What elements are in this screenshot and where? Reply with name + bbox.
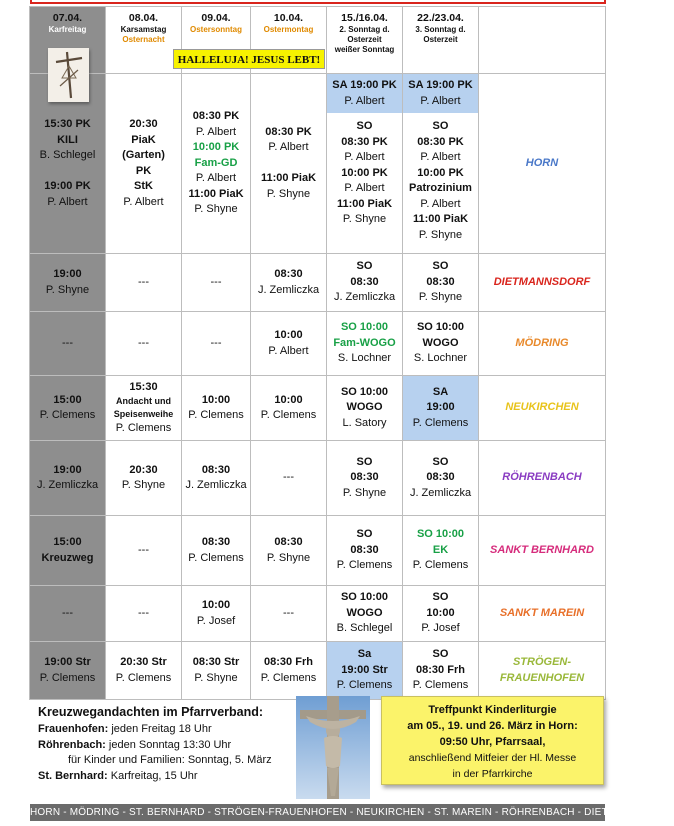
saturday-mass-block xyxy=(327,74,402,113)
cell-line: SO xyxy=(356,260,373,273)
kreuzweg-time: für Kinder und Familien: Sonntag, 5. März xyxy=(68,754,272,766)
schedule-cell xyxy=(30,441,106,516)
cell-line: 11:00 PiaK xyxy=(336,197,393,210)
schedule-cell xyxy=(251,312,327,376)
cell-line: --- xyxy=(138,543,149,556)
cell-line: P. Shyne xyxy=(266,187,311,200)
cell-line: Sa xyxy=(357,648,372,661)
cell-line: P. Clemens xyxy=(260,409,317,421)
header-place-column xyxy=(479,7,606,74)
kreuzweg-place: Röhrenbach: xyxy=(38,738,106,751)
schedule-cell xyxy=(327,586,403,642)
cell-line: Fam-WOGO xyxy=(333,336,396,349)
cell-line: PK xyxy=(135,164,152,177)
schedule-cell xyxy=(403,586,479,642)
cell-line: P. Clemens xyxy=(39,671,96,684)
cell-line: 08:30 PK xyxy=(192,110,240,123)
kreuzweg-place: St. Bernhard: xyxy=(38,769,108,782)
cell-line: 10:00 PK xyxy=(417,166,464,179)
cell-line: 20:30 Str xyxy=(120,656,167,668)
schedule-cell xyxy=(403,254,479,312)
cell-line: SO 10:00 xyxy=(416,528,465,541)
cell-line: 08:30 xyxy=(201,536,231,548)
cell-line: 08:30 xyxy=(350,471,379,484)
schedule-cell xyxy=(106,441,182,516)
cell-line: 08:30 PK xyxy=(341,135,388,148)
cell-line: P. Albert xyxy=(47,195,88,208)
schedule-cell xyxy=(251,441,327,516)
cell-line: S. Lochner xyxy=(337,352,392,365)
cell-line: P. Albert xyxy=(344,182,385,194)
cell-line: 08:30 xyxy=(350,543,379,556)
cell-line: SO 10:00 xyxy=(340,321,389,334)
cell-line: 19:00 PK xyxy=(44,180,91,192)
cell-line: 20:30 xyxy=(129,118,158,130)
schedule-cell xyxy=(251,376,327,441)
table-row xyxy=(30,642,606,700)
schedule-cell xyxy=(327,254,403,312)
cell-line: WOGO xyxy=(346,606,383,619)
schedule-cell xyxy=(403,74,479,254)
table-row xyxy=(30,74,606,254)
cell-line: 10:00 xyxy=(201,393,231,406)
cell-line: P. Clemens xyxy=(412,559,469,572)
place-label: MÖDRING xyxy=(479,312,606,376)
header-day-name: Karfreitag xyxy=(48,25,87,34)
schedule-cell xyxy=(327,441,403,516)
cell-line: WOGO xyxy=(346,401,383,414)
cell-line: 08:30 PK xyxy=(417,135,464,148)
schedule-cell xyxy=(182,642,251,700)
schedule-cell xyxy=(327,642,403,700)
table-row xyxy=(30,586,606,642)
cell-line: Fam-GD xyxy=(194,156,238,169)
cell-line: SO 10:00 xyxy=(340,385,389,398)
cell-line: SO xyxy=(432,120,449,132)
place-label: HORN xyxy=(479,74,606,254)
schedule-cell xyxy=(182,74,251,254)
cell-line: 15:00 xyxy=(53,393,82,406)
header-day-name: Karsamstag xyxy=(120,25,167,34)
schedule-cell xyxy=(182,441,251,516)
place-label: DIETMANNSDORF xyxy=(479,254,606,312)
schedule-cell xyxy=(106,516,182,586)
cell-line: WOGO xyxy=(422,336,459,349)
header-day-name: Ostersonntag xyxy=(189,25,242,34)
saturday-mass-block xyxy=(403,74,478,113)
cell-line: P. Albert xyxy=(123,195,164,208)
schedule-cell xyxy=(106,312,182,376)
schedule-cell xyxy=(251,586,327,642)
header-day-name: Ostermontag xyxy=(263,25,314,34)
cell-line: P. Albert xyxy=(344,94,385,107)
schedule-cell xyxy=(251,254,327,312)
cell-line: SO xyxy=(356,455,373,468)
cell-line: StK xyxy=(134,180,153,192)
cell-line: --- xyxy=(138,275,149,288)
cell-line: P. Shyne xyxy=(194,203,238,216)
cell-line: 10:00 PK xyxy=(192,141,240,154)
cell-line: KILI xyxy=(57,133,78,146)
table-row xyxy=(30,312,606,376)
kreuzweg-info xyxy=(38,704,288,784)
schedule-cell xyxy=(182,376,251,441)
crucifix-icon xyxy=(48,48,89,102)
cell-line: P. Shyne xyxy=(45,283,90,296)
cell-line: SO 10:00 xyxy=(340,591,389,604)
schedule-cell xyxy=(327,312,403,376)
cell-line: 08:30 PK xyxy=(265,125,312,138)
cell-line: P. Shyne xyxy=(418,228,463,241)
schedule-cell xyxy=(327,516,403,586)
cell-line: 19:00 xyxy=(426,401,455,414)
cell-line: J. Zemliczka xyxy=(409,486,472,499)
kreuzweg-title: Kreuzwegandachten im Pfarrverband: xyxy=(38,705,264,719)
cell-line: P. Clemens xyxy=(336,679,393,692)
cell-line: P. Albert xyxy=(195,125,237,138)
cell-line: 15:00 xyxy=(53,536,82,548)
header-day-1 xyxy=(106,7,182,74)
cell-line: P. Clemens xyxy=(412,416,469,429)
kreuzweg-item xyxy=(38,722,288,738)
schedule-cell xyxy=(106,376,182,441)
cell-line: P. Albert xyxy=(344,151,385,163)
schedule-cell xyxy=(251,642,327,700)
cell-line: B. Schlegel xyxy=(39,149,96,161)
cell-line: 10:00 PK xyxy=(341,166,388,179)
cell-line: 08:30 xyxy=(426,275,455,288)
cell-line: 08:30 Str xyxy=(192,656,240,668)
cell-line: P. Albert xyxy=(268,344,309,357)
note-line5: in der Pfarrkirche xyxy=(452,768,533,780)
header-date: 10.04. xyxy=(273,12,304,24)
cell-line: EK xyxy=(432,543,449,556)
cell-line xyxy=(252,156,325,172)
cell-line: 19:00 xyxy=(53,463,82,476)
schedule-cell xyxy=(327,74,403,254)
kinderliturgie-note xyxy=(381,696,604,785)
cell-line: 08:30 xyxy=(201,463,231,476)
cell-line: P. Clemens xyxy=(115,422,172,434)
schedule-cell xyxy=(106,254,182,312)
kreuzweg-item xyxy=(38,738,288,754)
table-row xyxy=(30,441,606,516)
schedule-cell xyxy=(30,642,106,700)
header-day-name: 2. Sonntag d. Osterzeit xyxy=(339,25,390,44)
cell-line: --- xyxy=(210,275,222,288)
cell-line: --- xyxy=(138,606,149,619)
cell-line: J. Zemliczka xyxy=(333,291,396,304)
cell-line: 08:30 Frh xyxy=(416,663,465,676)
kreuzweg-time: jeden Sonntag 13:30 Uhr xyxy=(105,738,232,751)
cell-line: 15:30 xyxy=(129,380,158,393)
cell-line: --- xyxy=(138,336,149,349)
schedule-table xyxy=(29,6,606,700)
cell-line: 08:30 xyxy=(274,536,303,548)
cell-line: Andacht und Speisenweihe xyxy=(113,396,174,419)
header-day-sub: Osternacht xyxy=(122,35,165,44)
cell-line: --- xyxy=(62,606,73,619)
note-line4: anschließend Mitfeier der Hl. Messe xyxy=(408,752,577,764)
cell-line: 08:30 xyxy=(426,471,455,484)
cell-line: 11:00 PiaK xyxy=(412,213,469,225)
cell-line: P. Clemens xyxy=(115,671,172,684)
note-title: Treffpunkt Kinderliturgie xyxy=(428,704,557,716)
cell-line: SO xyxy=(432,455,449,468)
crucifix-statue-image xyxy=(296,696,370,799)
schedule-cell xyxy=(106,642,182,700)
cell-line: J. Zemliczka xyxy=(257,283,320,296)
schedule-cell xyxy=(106,74,182,254)
cell-line: P. Shyne xyxy=(194,671,238,684)
cell-line: --- xyxy=(283,606,294,619)
header-day-name: 3. Sonntag d. Osterzeit xyxy=(415,25,466,44)
header-date: 15./16.04. xyxy=(341,12,388,24)
kreuzweg-item xyxy=(38,753,288,769)
table-row xyxy=(30,376,606,441)
cell-line: 19:00 Str xyxy=(44,656,91,668)
cell-line: --- xyxy=(283,471,294,484)
cell-line: P. Shyne xyxy=(418,291,463,304)
schedule-cell xyxy=(403,516,479,586)
schedule-cell xyxy=(403,441,479,516)
cell-line: P. Clemens xyxy=(39,409,96,421)
cell-line: 19:00 xyxy=(53,268,82,280)
cell-line: P. Albert xyxy=(420,151,461,163)
cell-line: L. Satory xyxy=(342,416,387,429)
header-date: 08.04. xyxy=(128,12,159,24)
cell-line: 20:30 xyxy=(129,463,158,476)
header-day-4 xyxy=(327,7,403,74)
cell-line: J. Zemliczka xyxy=(36,479,99,491)
cell-line: Patrozinium xyxy=(409,182,472,194)
cell-line: SA xyxy=(432,385,449,398)
cell-line: P. Clemens xyxy=(336,559,393,572)
header-date: 07.04. xyxy=(52,12,83,24)
cell-line: P. Josef xyxy=(421,622,460,635)
cell-line: B. Schlegel xyxy=(336,622,393,635)
cell-line: P. Clemens xyxy=(188,409,244,421)
cell-line: SO xyxy=(432,260,449,273)
cell-line: P. Albert xyxy=(420,94,461,107)
note-time: 09:50 Uhr, Pfarrsaal, xyxy=(439,736,546,748)
cell-line: 19:00 Str xyxy=(341,663,388,676)
halleluja-banner: HALLELUJA! JESUS LEBT! xyxy=(173,49,325,69)
cell-line: P. Albert xyxy=(195,172,237,185)
place-label: SANKT BERNHARD xyxy=(479,516,606,586)
kreuzweg-time: Karfreitag, 15 Uhr xyxy=(107,769,198,782)
top-red-frame xyxy=(30,0,606,4)
header-day-5 xyxy=(403,7,479,74)
cell-line: 11:00 PiaK xyxy=(260,172,317,185)
schedule-cell xyxy=(182,312,251,376)
header-date: 09.04. xyxy=(201,12,231,24)
cell-line: --- xyxy=(62,336,73,349)
cell-line: 08:30 xyxy=(350,275,379,288)
cell-line: P. Josef xyxy=(196,614,236,627)
schedule-cell xyxy=(251,516,327,586)
cell-line: P. Shyne xyxy=(266,551,311,564)
cell-line: SA 19:00 PK xyxy=(408,79,473,91)
place-label: STRÖGEN- FRAUENHOFEN xyxy=(479,642,606,700)
kreuzweg-time: jeden Freitag 18 Uhr xyxy=(108,723,212,735)
schedule-cell xyxy=(251,74,327,254)
schedule-cell xyxy=(327,376,403,441)
schedule-cell xyxy=(106,586,182,642)
kreuzweg-place: Frauenhofen: xyxy=(38,723,109,735)
schedule-cell xyxy=(403,376,479,441)
place-label: NEUKIRCHEN xyxy=(479,376,606,441)
cell-line: P. Clemens xyxy=(188,551,244,564)
cell-line: SO xyxy=(432,648,449,661)
schedule-cell xyxy=(182,516,251,586)
header-day-sub: weißer Sonntag xyxy=(334,45,395,54)
cell-line: P. Albert xyxy=(268,141,309,154)
cell-line: 10:00 xyxy=(274,393,303,406)
cell-line: S. Lochner xyxy=(413,352,468,365)
schedule-cell xyxy=(403,312,479,376)
cell-line: 08:30 Frh xyxy=(264,656,313,668)
cell-line: 10:00 xyxy=(201,599,231,611)
schedule-cell xyxy=(30,254,106,312)
place-label: RÖHRENBACH xyxy=(479,441,606,516)
cell-line xyxy=(31,164,104,180)
schedule-cell xyxy=(182,586,251,642)
cell-line: P. Shyne xyxy=(342,486,387,499)
cell-line: P. Shyne xyxy=(342,213,387,225)
cell-line: 08:30 xyxy=(274,268,303,280)
cell-line: (Garten) xyxy=(122,149,165,161)
place-label: SANKT MAREIN xyxy=(479,586,606,642)
cell-line: Kreuzweg xyxy=(41,551,94,564)
cell-line: SO xyxy=(356,528,373,541)
cell-line: SO xyxy=(356,120,373,132)
header-date: 22./23.04. xyxy=(417,12,464,24)
cell-line: 15:30 PK xyxy=(44,118,91,130)
cell-line: SO xyxy=(432,591,449,604)
cell-line: J. Zemliczka xyxy=(185,479,247,491)
cell-line: SA 19:00 PK xyxy=(332,79,397,91)
schedule-cell xyxy=(30,376,106,441)
table-row xyxy=(30,516,606,586)
note-dates: am 05., 19. und 26. März in Horn: xyxy=(407,720,578,732)
table-row xyxy=(30,254,606,312)
schedule-cell xyxy=(30,516,106,586)
schedule-cell xyxy=(403,642,479,700)
cell-line: --- xyxy=(210,336,222,349)
cell-line: P. Albert xyxy=(420,197,461,210)
cell-line: PiaK xyxy=(131,133,156,146)
cell-line: P. Clemens xyxy=(412,679,469,692)
cell-line: 10:00 xyxy=(274,329,303,341)
cell-line: SO 10:00 xyxy=(416,321,465,334)
schedule-cell xyxy=(30,312,106,376)
schedule-cell xyxy=(30,586,106,642)
cell-line: P. Shyne xyxy=(121,479,166,491)
cell-line: 10:00 xyxy=(426,606,455,619)
schedule-cell xyxy=(182,254,251,312)
parish-footer: HORN - MÖDRING - ST. BERNHARD - STRÖGEN-FRAUENHOFEN - NEUKIRCHEN - ST. MAREIN - RÖHRENBACH - DIETMANNSDORF xyxy=(30,804,605,821)
cell-line: P. Clemens xyxy=(260,671,317,684)
kreuzweg-item xyxy=(38,769,288,785)
cell-line: 11:00 PiaK xyxy=(188,187,244,200)
